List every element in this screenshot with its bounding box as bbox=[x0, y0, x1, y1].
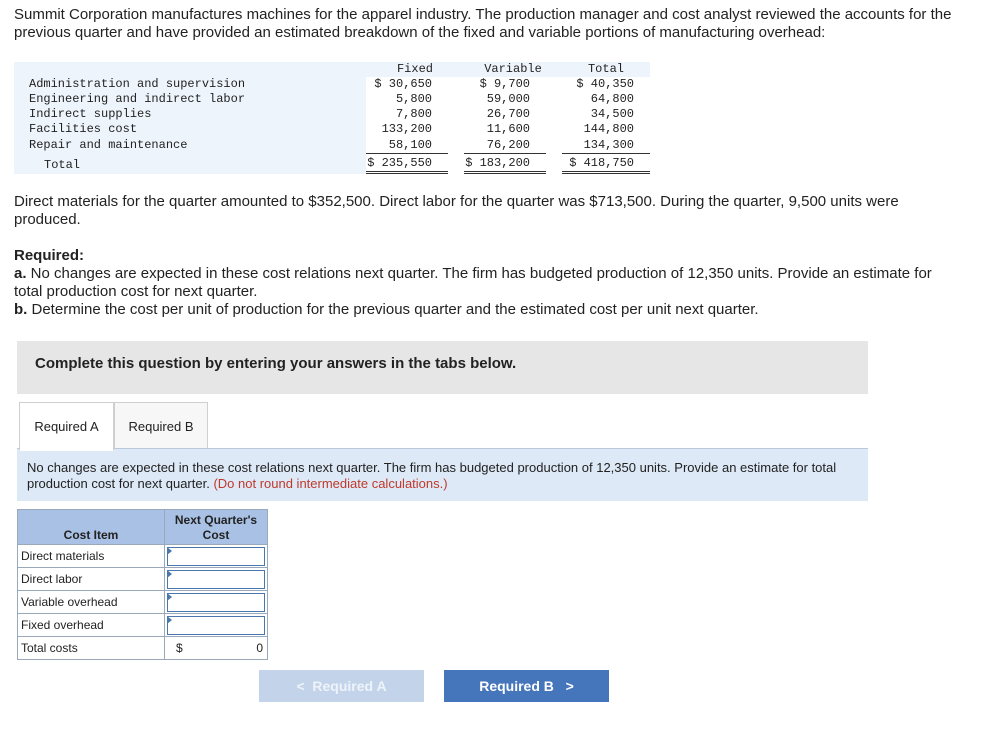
overhead-fixed-value: $ 30,650 bbox=[374, 77, 432, 91]
prev-button-label: Required A bbox=[312, 678, 387, 694]
required-b bbox=[14, 301, 964, 319]
overhead-total-value: $ 40,350 bbox=[576, 77, 634, 91]
overhead-row-label: Engineering and indirect labor bbox=[29, 92, 246, 106]
col-header-next-quarter-cost: Next Quarter's Cost bbox=[165, 510, 268, 545]
answer-flag-icon bbox=[167, 593, 172, 601]
direct-materials-label: Direct materials bbox=[18, 545, 165, 568]
overhead-total-double-rule bbox=[464, 171, 546, 172]
total-costs-cell bbox=[165, 637, 268, 660]
overhead-row-label: Repair and maintenance bbox=[29, 138, 188, 152]
overhead-total-value: 144,800 bbox=[583, 122, 634, 136]
overhead-sum-rule bbox=[366, 153, 448, 154]
overhead-row-label: Administration and supervision bbox=[29, 77, 246, 91]
overhead-fixed-value: 58,100 bbox=[388, 138, 432, 152]
overhead-grand-total: $ 418,750 bbox=[569, 156, 634, 170]
required-a bbox=[14, 265, 964, 301]
required-a-text: No changes are expected in these cost relations next quarter. The firm has budgeted production of 12,350 units. Provide an estimate for total production cost for next quarter. bbox=[14, 265, 932, 300]
overhead-fixed-total: $ 235,550 bbox=[367, 156, 432, 170]
overhead-variable-value: 11,600 bbox=[486, 122, 530, 136]
required-b-text: Determine the cost per unit of production for the previous quarter and the estimated cost per unit next quarter. bbox=[27, 301, 759, 318]
total-currency: $ bbox=[176, 641, 183, 655]
overhead-sum-rule bbox=[464, 153, 546, 154]
direct-labor-label: Direct labor bbox=[18, 568, 165, 591]
overhead-sum-rule bbox=[562, 153, 650, 154]
table-row bbox=[18, 545, 268, 568]
overhead-total-double-rule bbox=[366, 171, 448, 172]
problem-intro: Summit Corporation manufactures machines for the apparel industry. The production manager and cost analyst reviewed the accounts for the previous quarter and have provided an estimated breakdown of the fixed and variable portions of manufacturing overhead: bbox=[14, 6, 952, 41]
required-b-label: b. bbox=[14, 301, 28, 318]
overhead-row-label: Indirect supplies bbox=[29, 107, 152, 121]
overhead-total-double-rule bbox=[366, 173, 448, 174]
required-title: Required: bbox=[14, 247, 85, 264]
answer-flag-icon bbox=[167, 570, 172, 578]
direct-materials-input[interactable] bbox=[167, 547, 265, 566]
overhead-total-double-rule bbox=[562, 171, 650, 172]
required-section bbox=[14, 247, 964, 319]
prev-required-a-button[interactable] bbox=[259, 670, 424, 702]
overhead-fixed-value: 5,800 bbox=[395, 92, 432, 106]
variable-overhead-input[interactable] bbox=[167, 593, 265, 612]
overhead-fixed-value: 133,200 bbox=[381, 122, 432, 136]
overhead-variable-value: 76,200 bbox=[486, 138, 530, 152]
fixed-overhead-input[interactable] bbox=[167, 616, 265, 635]
answer-flag-icon bbox=[167, 616, 172, 624]
variable-overhead-label: Variable overhead bbox=[18, 591, 165, 614]
chevron-right-icon: > bbox=[565, 678, 574, 694]
overhead-header-fixed: Fixed bbox=[366, 62, 464, 77]
direct-labor-input[interactable] bbox=[167, 570, 265, 589]
table-row bbox=[18, 568, 268, 591]
table-row bbox=[18, 637, 268, 660]
next-required-b-button[interactable] bbox=[444, 670, 609, 702]
table-row bbox=[18, 614, 268, 637]
fixed-overhead-label: Fixed overhead bbox=[18, 614, 165, 637]
col-header-cost-item: Cost Item bbox=[18, 510, 165, 545]
tab-instruction-text: No changes are expected in these cost relations next quarter. The firm has budgeted production of 12,350 units. Provide an estimate for total production cost for next quarter. bbox=[27, 460, 837, 491]
chevron-left-icon: < bbox=[296, 678, 305, 694]
overhead-total-value: 134,300 bbox=[583, 138, 634, 152]
rounding-note: (Do not round intermediate calculations.) bbox=[213, 476, 448, 491]
overhead-row-label: Facilities cost bbox=[29, 122, 138, 136]
direct-costs-paragraph: Direct materials for the quarter amounted to $352,500. Direct labor for the quarter was $713,500. During the quarter, 9,500 units were produced. bbox=[14, 193, 899, 228]
required-a-label: a. bbox=[14, 265, 27, 282]
overhead-variable-value: 59,000 bbox=[486, 92, 530, 106]
tab-required-a[interactable]: Required A bbox=[19, 402, 114, 451]
total-costs-label: Total costs bbox=[18, 637, 165, 660]
answer-flag-icon bbox=[167, 547, 172, 555]
instruction-banner bbox=[17, 341, 868, 394]
overhead-variable-total: $ 183,200 bbox=[465, 156, 530, 170]
overhead-header-total: Total bbox=[562, 62, 650, 77]
next-button-label: Required B bbox=[479, 678, 554, 694]
tab-instruction bbox=[17, 449, 868, 501]
tab-required-b[interactable]: Required B bbox=[114, 402, 208, 451]
overhead-variable-value: 26,700 bbox=[486, 107, 530, 121]
overhead-table bbox=[14, 62, 650, 174]
tab-instruction-content bbox=[27, 460, 857, 492]
total-costs-value: 0 bbox=[256, 641, 263, 655]
banner-text: Complete this question by entering your answers in the tabs below. bbox=[35, 355, 517, 372]
overhead-total-label: Total bbox=[44, 158, 81, 172]
overhead-header-variable: Variable bbox=[464, 62, 562, 77]
overhead-total-value: 64,800 bbox=[590, 92, 634, 106]
overhead-total-double-rule bbox=[464, 173, 546, 174]
overhead-total-double-rule bbox=[562, 173, 650, 174]
table-row bbox=[18, 591, 268, 614]
overhead-fixed-value: 7,800 bbox=[395, 107, 432, 121]
answer-table bbox=[17, 509, 268, 660]
overhead-total-value: 34,500 bbox=[590, 107, 634, 121]
overhead-variable-value: $ 9,700 bbox=[479, 77, 530, 91]
